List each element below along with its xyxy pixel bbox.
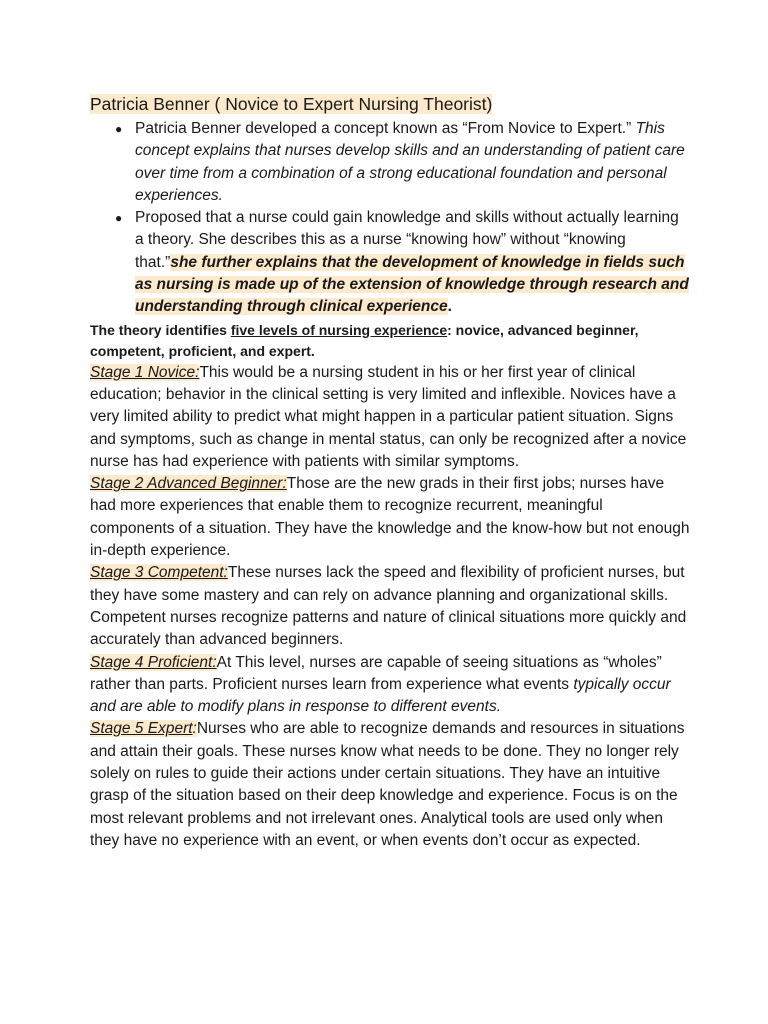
intro-underlined: five levels of nursing experience xyxy=(230,321,448,338)
stage-3-text: These nurses lack the speed and flexibility of proficient nurses, but they have some mastery and can rely on advance planning and organizational skills. Competent nurses recognize patterns and nature of clinical situations more quickly and accurately than advanced beginners. xyxy=(90,564,687,649)
theory-intro xyxy=(90,320,690,362)
stage-2-paragraph xyxy=(90,473,690,562)
bullet-item-concept xyxy=(90,118,690,207)
stage-4-paragraph xyxy=(90,652,690,719)
intro-before: The theory identifies xyxy=(90,321,231,338)
stage-5-paragraph xyxy=(90,718,690,852)
stage-4-italic-text: typically occur and are able to modify plans in response to different events. xyxy=(90,675,671,716)
bullet-2-text: Proposed that a nurse could gain knowledge and skills without actually learning a theory. She describes this as a nurse “knowing how” without “knowing that.” xyxy=(135,209,679,271)
title-highlight: Patricia Benner ( Novice to Expert Nursing Theorist) xyxy=(90,94,493,114)
bullet-2-emphasis-text: she further explains that the development of knowledge in fields such as nursing is made up of the extension of knowledge through research and understanding through clinical experience xyxy=(135,253,689,316)
bullet-2-end: . xyxy=(447,298,452,316)
stage-1-label: Stage 1 Novice: xyxy=(90,363,200,381)
stage-4-text: At This level, nurses are capable of seeing situations as “wholes” rather than parts. Proficient nurses learn from experience what events xyxy=(90,653,662,693)
stage-2-text: Those are the new grads in their first jobs; nurses have had more experiences that enable them to recognize recurrent, meaningful components of a situation. They have the knowledge and the know-how but not enough in-depth experience. xyxy=(90,475,690,560)
stage-2-label: Stage 2 Advanced Beginner: xyxy=(90,475,287,493)
stage-5-label: Stage 5 Expert xyxy=(90,720,193,738)
stage-1-text: This would be a nursing student in his or her first year of clinical education; behavior in the clinical setting is very limited and inflexible. Novices have a very limited ability to predict what might happen in a particular patient situation. Signs and symptoms, such as change in mental status, can only be recognized after a novice nurse has had experience with patients with similar symptoms. xyxy=(90,363,687,470)
bullet-1-text: Patricia Benner developed a concept known as “From Novice to Expert.” xyxy=(135,120,636,137)
stage-3-label: Stage 3 Competent: xyxy=(90,564,228,582)
stage-4-label: Stage 4 Proficient: xyxy=(90,653,217,671)
stage-1-paragraph xyxy=(90,362,690,473)
bullet-1-italic-text: This concept explains that nurses develop skills and an understanding of patient care over time from a combination of a strong educational foundation and personal experiences. xyxy=(135,120,685,204)
stage-3-paragraph xyxy=(90,562,690,651)
document-title xyxy=(90,92,690,116)
document-page xyxy=(90,92,690,852)
stage-5-text: Nurses who are able to recognize demands and resources in situations and attain their goals. These nurses know what needs to be done. They no longer rely solely on rules to guide their actions under certain situations. They have an intuitive grasp of the situation based on their deep knowledge and experience. Focus is on the most relevant problems and not irrelevant ones. Analytical tools are used only when they have no experience with an event, or when events don’t occur as expected. xyxy=(90,720,685,849)
bullet-dot-icon: ● xyxy=(115,211,123,226)
intro-after: : novice, advanced beginner, competent, proficient, and expert. xyxy=(90,321,639,359)
bullet-list xyxy=(90,118,690,319)
bullet-item-knowledge xyxy=(90,207,690,318)
stage-5-label-suffix: : xyxy=(192,720,197,738)
bullet-dot-icon: ● xyxy=(115,122,123,136)
